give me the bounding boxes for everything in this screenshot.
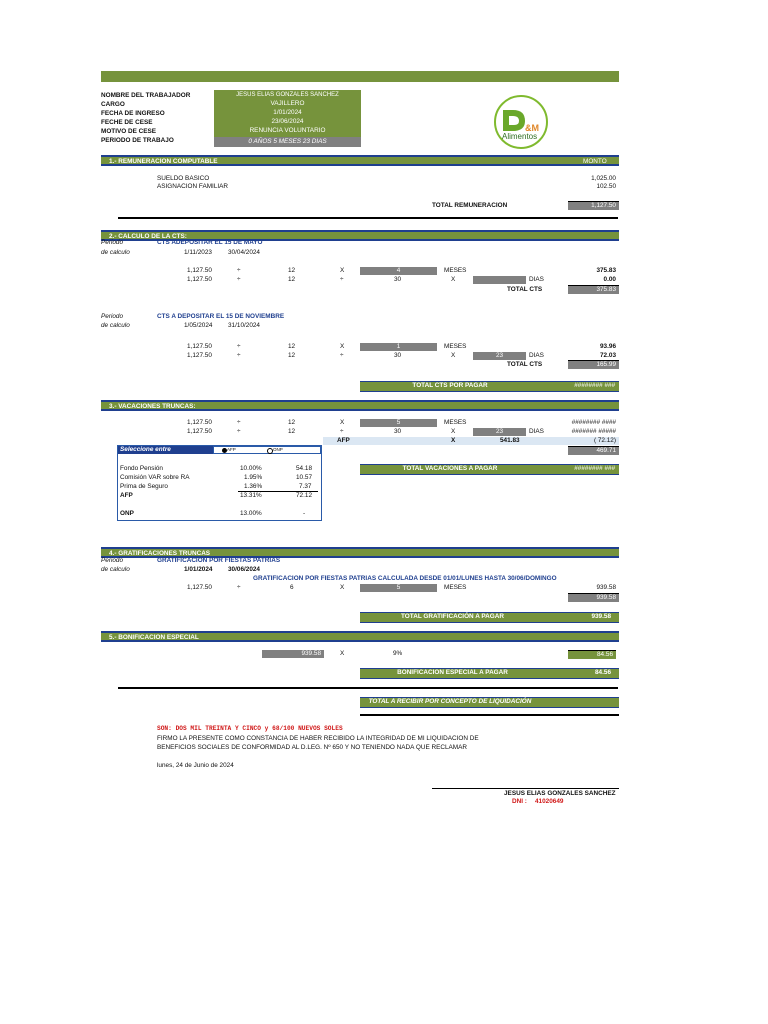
total-bonificacion-label: BONIFICACION ESPECIAL A PAGAR (397, 669, 508, 676)
total-vacaciones-value: ######## ### (574, 465, 615, 472)
svg-text:&M: &M (525, 123, 539, 133)
de-calculo-label-2: de calculo (101, 322, 130, 329)
cts-nov-to: 31/10/2024 (228, 322, 260, 329)
asignacion-familiar-value: 102.50 (596, 183, 616, 190)
cts-mayo-r1-base: 1,127.50 (187, 267, 212, 274)
vac-r2-qty: 23 (473, 428, 526, 436)
cts-nov-r1-div: 12 (288, 343, 296, 350)
bonif-pct: 9% (393, 650, 403, 657)
cts-mayo-r1-result: 375.83 (596, 267, 616, 274)
grat-row-unit: MESES (444, 584, 467, 591)
cts-nov-r1-op1: ÷ (237, 343, 241, 350)
cts-mayo-title: CTS ADEPOSITAR EL 15 DE MAYO (157, 239, 263, 246)
separator-final (118, 687, 618, 689)
cts-nov-r1-unit: MESES (444, 343, 467, 350)
afp-prima-label: Prima de Seguro (120, 483, 168, 490)
cts-nov-total-label: TOTAL CTS (507, 361, 543, 368)
cts-nov-r2-base: 1,127.50 (187, 352, 212, 359)
vac-r1-unit: MESES (444, 419, 467, 426)
total-gratificacion-bar (360, 612, 619, 623)
afp-row-result: ( 72.12) (593, 437, 616, 444)
afp-fondo-pct: 10.00% (240, 465, 262, 472)
onp-val: - (303, 510, 306, 517)
vac-r1-qty: 5 (360, 419, 437, 427)
cts-nov-r2-op2: ÷ (340, 352, 344, 359)
asignacion-familiar-label: ASIGNACION FAMILIAR (157, 183, 229, 190)
cts-mayo-r2-div: 12 (288, 276, 296, 283)
total-cts-por-pagar-label: TOTAL CTS POR PAGAR (412, 382, 488, 389)
cts-mayo-r2-div2: 30 (394, 276, 402, 283)
label-nombre: NOMBRE DEL TRABAJADOR (101, 92, 191, 99)
total-remuneracion-label: TOTAL REMUNERACION (432, 202, 508, 209)
vac-subtotal: 469.71 (568, 446, 619, 455)
section-3-title: 3.- VACACIONES TRUNCAS: (109, 403, 196, 410)
selector-options (213, 446, 321, 454)
company-logo (491, 94, 551, 150)
section-3-header (101, 400, 619, 411)
value-fecha-cese: 23/06/2024 (271, 118, 304, 125)
radio-afp-label: AFP (227, 447, 236, 452)
cts-nov-r1-qty: 1 (360, 343, 437, 351)
bonif-result (568, 650, 616, 659)
monto-label: MONTO (583, 158, 607, 165)
cts-mayo-total-label: TOTAL CTS (507, 286, 543, 293)
total-liquidacion-underline (360, 714, 619, 716)
cts-nov-r2-div2: 30 (394, 352, 402, 359)
afp-prima-val: 7.37 (299, 483, 312, 490)
radio-onp-label: ONP (273, 447, 283, 452)
afp-comision-pct: 1.95% (244, 474, 263, 481)
value-motivo-cese: RENUNCIA VOLUNTARIO (249, 127, 326, 134)
total-liquidacion-label: TOTAL A RECIBIR POR CONCEPTO DE LIQUIDACIÓN (368, 698, 532, 705)
cts-nov-r2-result: 72.03 (600, 352, 616, 359)
vac-r1-div: 12 (288, 419, 296, 426)
total-gratificacion-label: TOTAL GRATIFICACIÓN A PAGAR (401, 613, 504, 620)
afp-prima-pct: 1.36% (244, 483, 263, 490)
grat-row-op1: ÷ (237, 584, 241, 591)
total-vacaciones-label: TOTAL VACACIONES A PAGAR (402, 465, 498, 472)
cts-mayo-to: 30/04/2024 (228, 249, 260, 256)
cts-nov-title: CTS A DEPOSITAR EL 15 DE NOVIEMBRE (157, 313, 285, 320)
value-fecha-ingreso: 1/01/2024 (273, 109, 302, 116)
afp-onp-selector (117, 445, 322, 521)
selector-title: Seleccione entre (120, 446, 171, 453)
cts-mayo-r2-base: 1,127.50 (187, 276, 212, 283)
cts-mayo-r1-op1: ÷ (237, 267, 241, 274)
value-cargo: VAJILLERO (270, 100, 305, 107)
grat-row-base: 1,127.50 (187, 584, 212, 591)
total-vacaciones-bar (360, 464, 619, 475)
cts-nov-total-value: 165.99 (568, 360, 619, 369)
svg-text:Alimentos: Alimentos (502, 132, 538, 141)
afp-total-val: 72.12 (296, 492, 312, 499)
cts-mayo-total-value: 375.83 (568, 285, 619, 294)
section-4-title: 4.- GRATIFICACIONES TRUNCAS (109, 550, 211, 557)
cts-mayo-r1-qty: 4 (360, 267, 437, 275)
declaration-line-2: BENEFICIOS SOCIALES DE CONFORMIDAD AL D.LEG. Nº 650 Y NO TENIENDO NADA QUE RECLAMAR (157, 744, 467, 751)
cts-nov-r1-base: 1,127.50 (187, 343, 212, 350)
label-fecha-cese: FECHE DE CESE (101, 119, 153, 126)
header-values (214, 90, 361, 147)
section-5-title: 5.- BONIFICACION ESPECIAL (109, 634, 199, 641)
separator (118, 217, 618, 219)
vac-r1-op1: ÷ (237, 419, 241, 426)
bonif-result-text: 84.56 (597, 651, 613, 658)
declaration-line-1: FIRMO LA PRESENTE COMO CONSTANCIA DE HABER RECIBIDO LA INTEGRIDAD DE MI LIQUIDACION DE (157, 735, 479, 742)
label-periodo: PERIODO DE TRABAJO (101, 137, 174, 144)
vac-r1-op2: X (340, 419, 345, 426)
onp-pct: 13.00% (240, 510, 262, 517)
grat-row-qty: 5 (360, 584, 437, 592)
afp-total-label: AFP (120, 492, 133, 499)
bonif-base: 939.58 (262, 650, 324, 658)
total-bonificacion-bar (360, 668, 619, 679)
afp-row-label: AFP (337, 437, 350, 444)
grat-de-calculo-label: de calculo (101, 566, 130, 573)
grat-sub-title: GRATIFICACION POR FIESTAS PATRIAS (157, 557, 281, 564)
vac-r2-result: ####### ##### (571, 428, 616, 435)
periodo-label-2: Periodo (101, 313, 124, 320)
grat-calc-note: GRATIFICACION POR FIESTAS PATRIAS CALCULADA DESDE 01/01/LUNES HASTA 30/06/DOMINGO (253, 575, 557, 582)
vac-r1-base: 1,127.50 (187, 419, 212, 426)
sueldo-basico-value: 1,025.00 (591, 175, 616, 182)
value-nombre: JESUS ELIAS GONZALES SANCHEZ (236, 92, 339, 98)
cts-mayo-r2-qty (473, 276, 526, 284)
vac-r2-div: 12 (288, 428, 296, 435)
cts-nov-r2-qty: 23 (473, 352, 526, 360)
dni-value: 41020649 (535, 798, 564, 805)
value-periodo: 0 AÑOS 5 MESES 23 DIAS (214, 137, 361, 147)
cts-mayo-r1-div: 12 (288, 267, 296, 274)
grat-from: 1/01/2024 (184, 566, 213, 573)
afp-total-pct: 13.31% (240, 492, 262, 499)
afp-row (323, 437, 619, 445)
vac-r2-div2: 30 (394, 428, 402, 435)
dni-label: DNI : (512, 798, 527, 805)
section-2-title: 2.- CALCULO DE LA CTS: (109, 233, 187, 240)
label-motivo-cese: MOTIVO DE CESE (101, 128, 157, 135)
section-5-header (101, 631, 619, 642)
total-cts-por-pagar-bar (360, 381, 619, 392)
top-banner (101, 71, 619, 82)
afp-row-val: 541.83 (500, 437, 520, 444)
amount-in-words: SON: DOS MIL TREINTA Y CINCO y 68/100 NUEVOS SOLES (157, 725, 343, 732)
vac-r2-op2: ÷ (340, 428, 344, 435)
sueldo-basico-label: SUELDO BASICO (157, 175, 210, 182)
vac-r2-op1: ÷ (237, 428, 241, 435)
total-bonificacion-value: 84.56 (595, 669, 611, 676)
cts-mayo-r2-result: 0.00 (603, 276, 616, 283)
grat-subtotal: 939.58 (568, 593, 619, 602)
total-gratificacion-value: 939.58 (591, 613, 611, 620)
onp-label: ONP (120, 510, 134, 517)
cts-mayo-r2-op2: ÷ (340, 276, 344, 283)
vac-r2-op3: X (451, 428, 456, 435)
grat-row-result: 939.58 (596, 584, 616, 591)
de-calculo-label: de calculo (101, 249, 130, 256)
section-1-header (101, 155, 619, 166)
afp-fondo-val: 54.18 (296, 465, 312, 472)
cts-nov-r2-unit: DIAS (529, 352, 544, 359)
label-fecha-ingreso: FECHA DE INGRESO (101, 110, 165, 117)
vac-r2-base: 1,127.50 (187, 428, 212, 435)
total-cts-por-pagar-value: ######## ### (574, 382, 615, 389)
afp-comision-label: Comisión VAR sobre RA (120, 474, 190, 481)
section-1-title: 1.- REMUNERACION COMPUTABLE (109, 158, 218, 165)
total-liquidacion-bar (360, 697, 619, 708)
vac-r1-result: ######## #### (571, 419, 616, 426)
afp-row-x: X (451, 437, 456, 444)
cts-nov-r2-div: 12 (288, 352, 296, 359)
cts-mayo-r1-unit: MESES (444, 267, 467, 274)
grat-periodo-label: Periodo (101, 557, 124, 564)
afp-comision-val: 10.57 (296, 474, 312, 481)
cts-mayo-r1-op2: X (340, 267, 345, 274)
signature-line (432, 788, 619, 789)
cts-mayo-r2-unit: DIAS (529, 276, 544, 283)
cts-nov-r2-op3: X (451, 352, 456, 359)
label-cargo: CARGO (101, 101, 125, 108)
document-date: lunes, 24 de Junio de 2024 (157, 762, 234, 769)
cts-mayo-r2-op1: ÷ (237, 276, 241, 283)
grat-row-div: 6 (290, 584, 294, 591)
cts-nov-r1-op2: X (340, 343, 345, 350)
signer-name: JESUS ELIAS GONZALES SANCHEZ (504, 790, 616, 797)
cts-mayo-from: 1/11/2023 (184, 249, 212, 256)
cts-nov-from: 1/05/2024 (184, 322, 213, 329)
grat-row-op2: X (340, 584, 345, 591)
cts-nov-r2-op1: ÷ (237, 352, 241, 359)
afp-fondo-label: Fondo Pensión (120, 465, 163, 472)
cts-nov-r1-result: 93.96 (600, 343, 616, 350)
grat-to: 30/06/2024 (228, 566, 260, 573)
bonif-op: X (340, 650, 345, 657)
vac-r2-unit: DIAS (529, 428, 544, 435)
periodo-label: Periodo (101, 239, 124, 246)
total-remuneracion-value: 1,127.50 (568, 201, 619, 210)
cts-mayo-r2-op3: X (451, 276, 456, 283)
